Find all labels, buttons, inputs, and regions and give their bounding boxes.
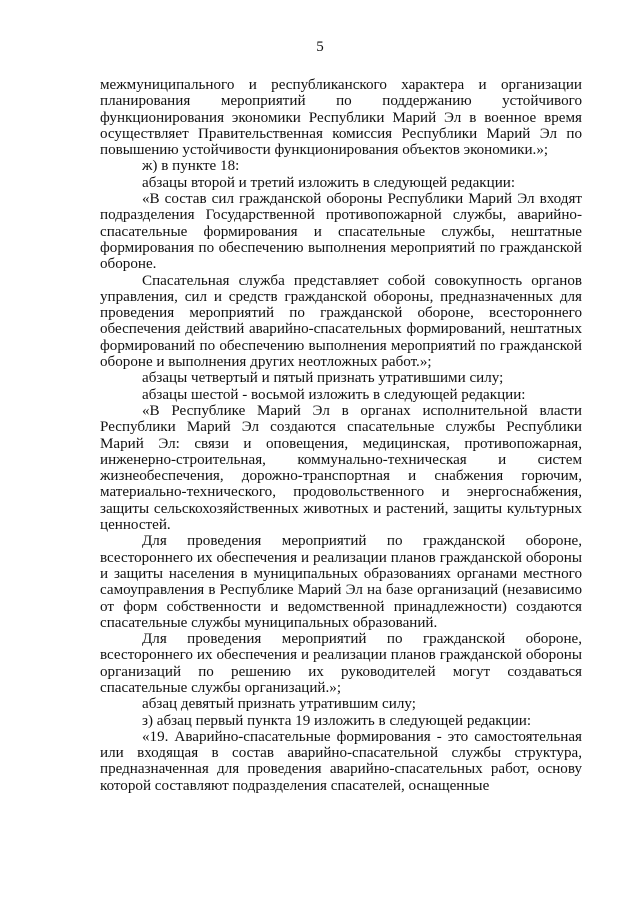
document-body [100, 40, 582, 794]
paragraph: ж) в пункте 18: [142, 158, 240, 175]
paragraph: «19. Аварийно-спасательные формирования - это самостоятельная или входящая в состав аварийно-спасательной службы структура, предназначенная для проведения аварийно-спасательных работ, основу которой составляют подразделения спасателей, оснащенные [100, 728, 582, 794]
paragraph: Для проведения мероприятий по гражданской обороне, всестороннего их обеспечения и реализации планов гражданской обороны и защиты населения в муниципальных образованиях органами местного самоуправления в Республике Марий Эл на базе организаций (независимо от форм собственности и ведомственной принадлежности) создаются спасательные службы муниципальных образований. [100, 533, 582, 631]
paragraph: абзац девятый признать утратившим силу; [142, 696, 416, 713]
paragraph: Для проведения мероприятий по гражданской обороне, всестороннего их обеспечения и реализации планов гражданской обороны организаций по решению их руководителей могут создаваться спасательные службы организаций.»; [100, 631, 582, 696]
page-number: 5 [316, 39, 324, 55]
paragraph: абзацы шестой - восьмой изложить в следующей редакции: [142, 386, 526, 403]
paragraph: «В Республике Марий Эл в органах исполнительной власти Республики Марий Эл создаются спасательные службы Республики Марий Эл: связи и оповещения, медицинская, противопожарная, инженерно-строительная, коммунально-техническая и систем жизнеобеспечения, дорожно-транспортная и снабжения горючим, материально-технического, продовольственного и энергоснабжения, защиты сельскохозяйственных животных и растений, защиты культурных ценностей. [100, 402, 582, 534]
paragraph: Спасательная служба представляет собой совокупность органов управления, сил и средств гражданской обороны, предназначенных для проведения мероприятий по гражданской обороне, всестороннего обеспечения действий аварийно-спасательных формирований, нештатных формирований по обеспечению выполнения мероприятий по гражданской обороне и выполнения других неотложных работ.»; [100, 272, 582, 371]
paragraph: «В состав сил гражданской обороны Республики Марий Эл входят подразделения Государственной противопожарной службы, аварийно-спасательные формирования и спасательные службы, нештатные формирования по обеспечению выполнения мероприятий по гражданской обороне. [100, 191, 582, 273]
paragraph: абзацы второй и третий изложить в следующей редакции: [142, 174, 516, 191]
paragraph: абзацы четвертый и пятый признать утратившими силу; [142, 370, 504, 387]
paragraph: межмуниципального и республиканского характера и организации планирования мероприятий по поддержанию устойчивого функционирования экономики Республики Марий Эл в военное время осуществляет Правительственная комиссия Республики Марий Эл по повышению устойчивости функционирования объектов экономики.»; [100, 77, 582, 159]
paragraph: з) абзац первый пункта 19 изложить в следующей редакции: [142, 712, 532, 729]
